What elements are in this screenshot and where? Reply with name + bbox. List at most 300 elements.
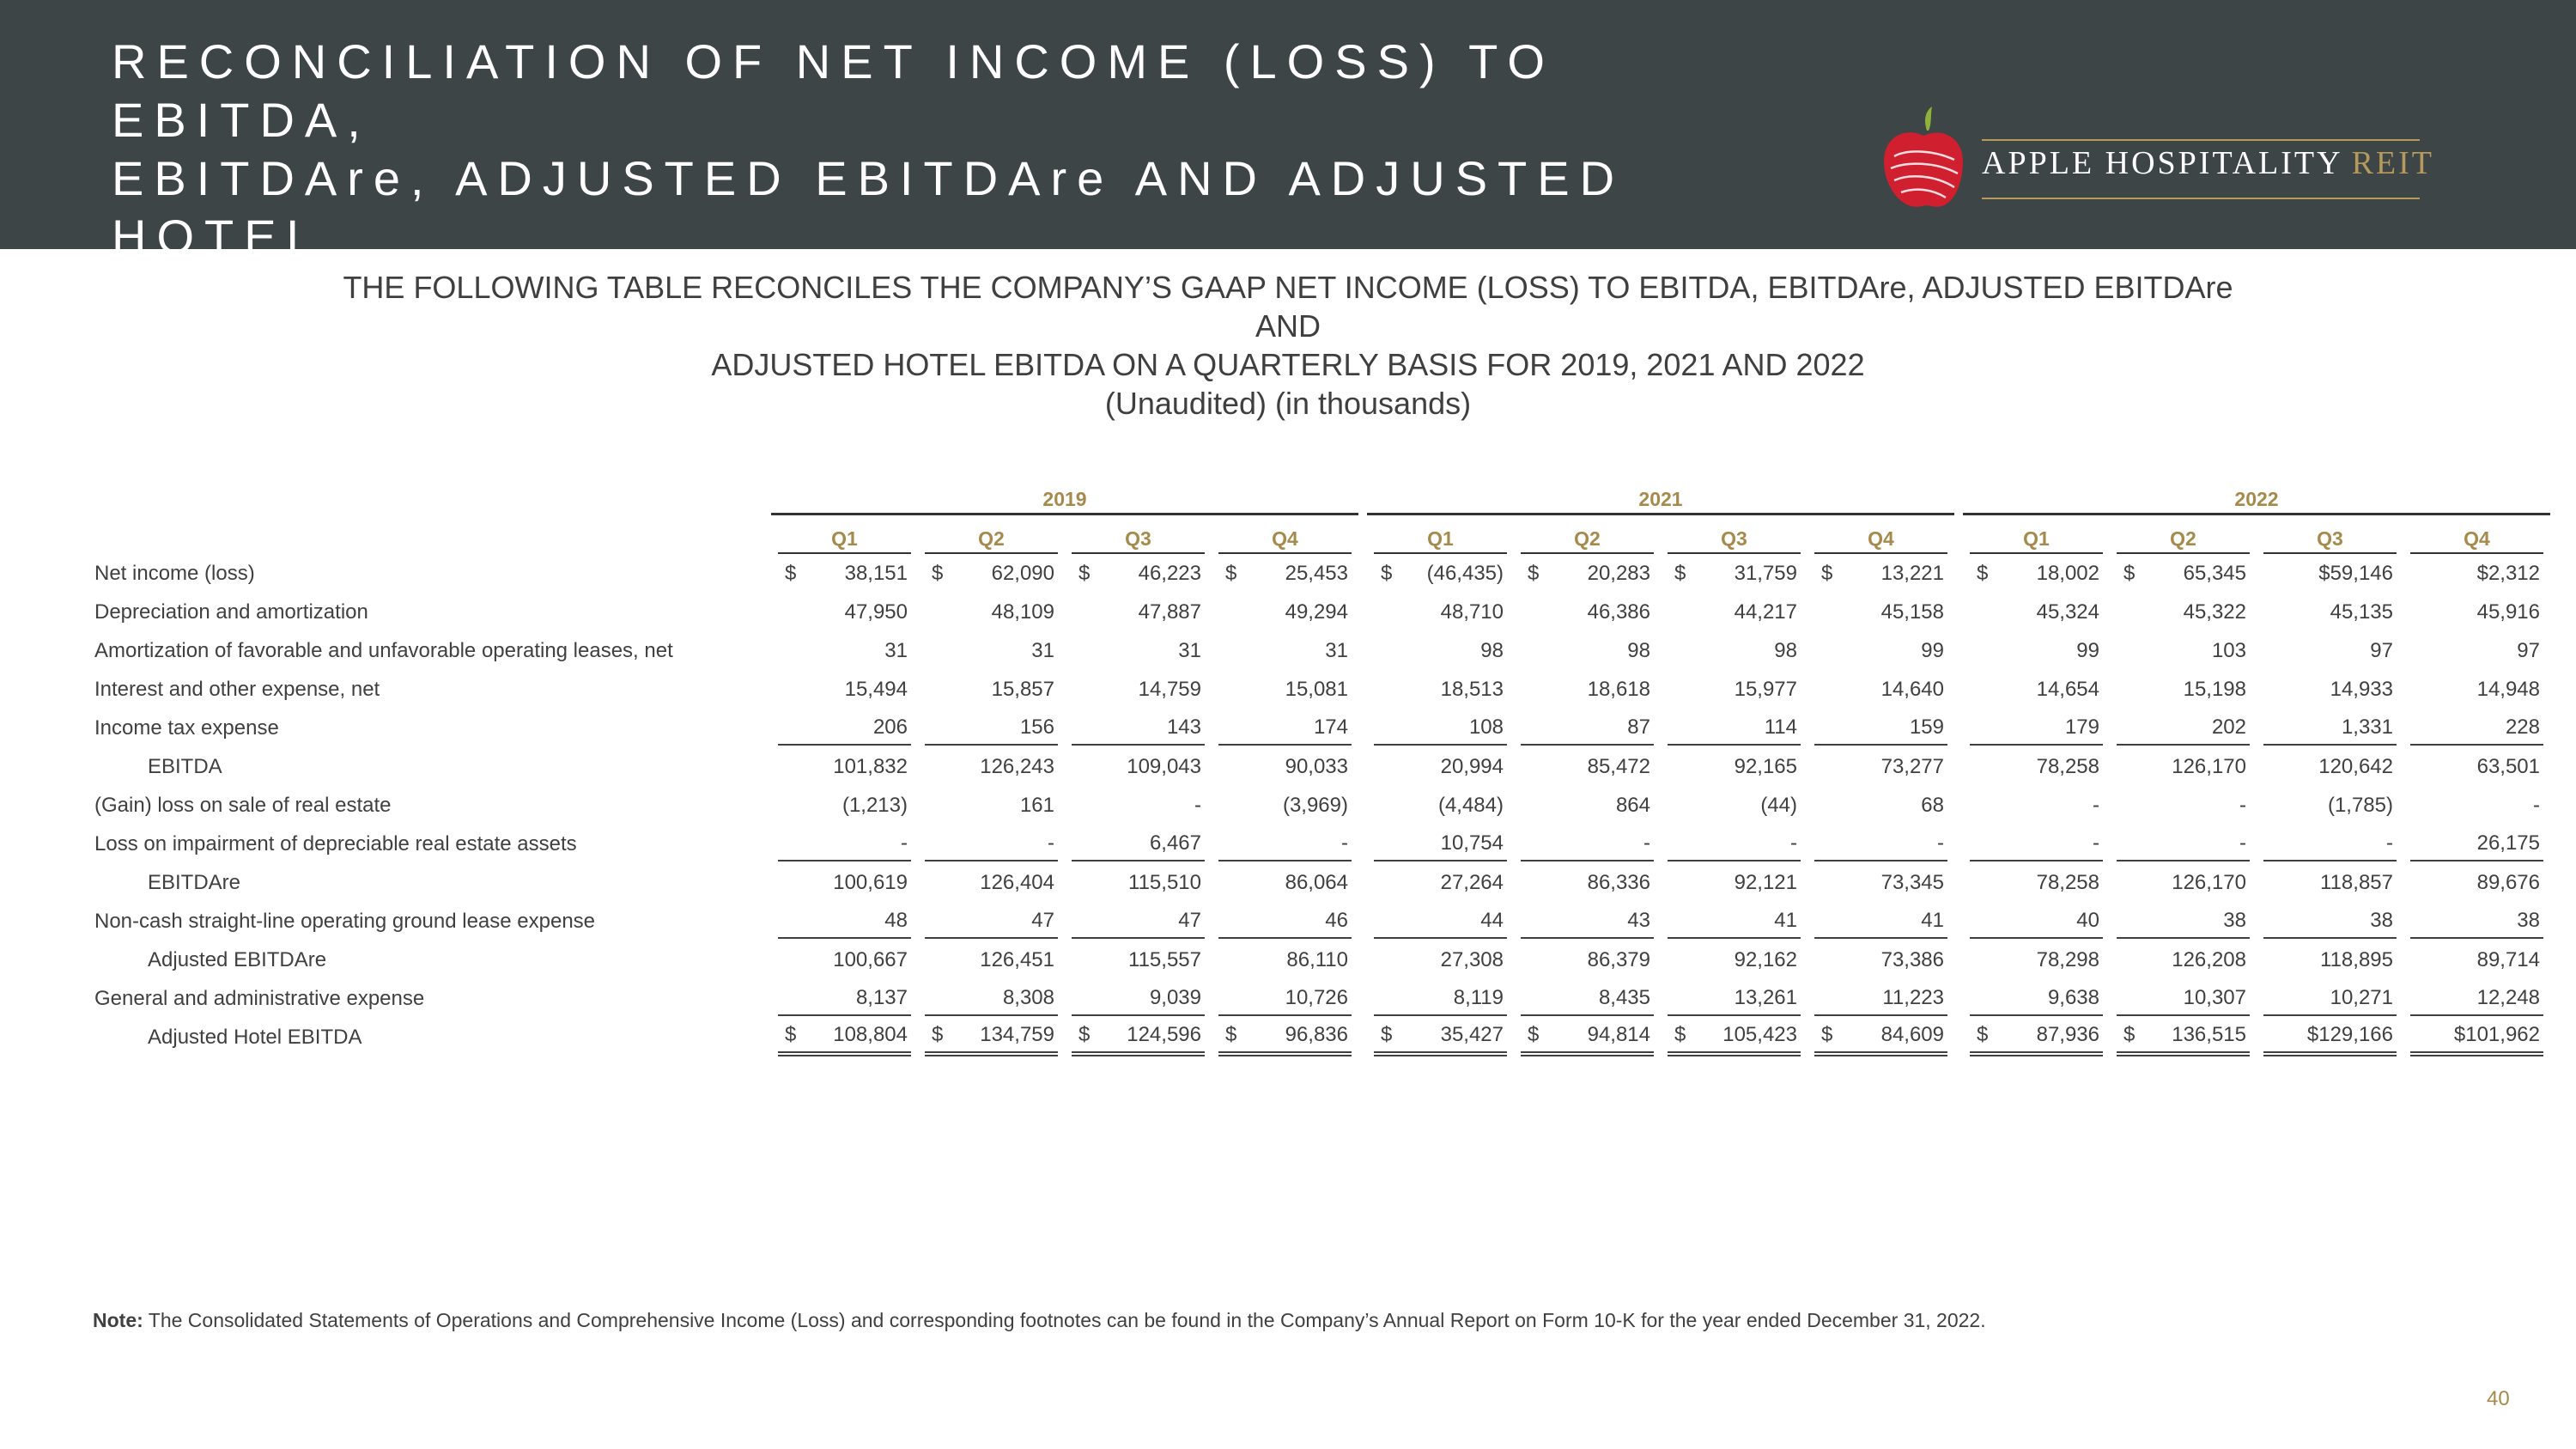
value-cell	[918, 747, 1065, 786]
value-cell	[1807, 786, 1954, 825]
cell-value: 136,515	[2172, 1022, 2246, 1046]
value-cell	[2403, 941, 2550, 979]
cell-value: 98	[1480, 638, 1504, 662]
value-cell	[2257, 979, 2403, 1018]
cell-value: 118,857	[2320, 870, 2393, 894]
value-cell	[2110, 825, 2257, 863]
value-cell	[1807, 554, 1954, 593]
value-cell	[1065, 825, 1212, 863]
table-row	[94, 670, 2550, 709]
value-cell	[2257, 902, 2403, 941]
table-row	[94, 902, 2550, 941]
value-cell	[771, 709, 918, 747]
value-cell	[918, 941, 1065, 979]
cell-value: 31	[1178, 638, 1201, 662]
value-cell	[2257, 941, 2403, 979]
value-cell	[1065, 786, 1212, 825]
value-cell	[1661, 979, 1807, 1018]
cell-value: -	[1643, 831, 1650, 855]
value-cell	[1661, 902, 1807, 941]
cell-value: 120,642	[2318, 754, 2393, 778]
value-cell	[918, 979, 1065, 1018]
value-cell	[1807, 863, 1954, 902]
value-cell	[1661, 825, 1807, 863]
cell-value: 156	[1019, 715, 1054, 739]
cell-value: 87	[1627, 715, 1650, 739]
title-line: RECONCILIATION OF NET INCOME (LOSS) TO EBITDA,	[112, 34, 1555, 147]
cell-value: 9,638	[2047, 985, 2099, 1009]
cell-value: 45,324	[2036, 600, 2099, 624]
cell-value: 84,609	[1880, 1022, 1944, 1046]
page-number: 40	[2487, 1387, 2510, 1410]
value-cell	[771, 786, 918, 825]
table-row	[94, 593, 2550, 631]
cell-value: $2,312	[2476, 561, 2540, 585]
value-cell	[1367, 979, 1514, 1018]
value-cell	[1661, 554, 1807, 593]
cell-value: 14,933	[2330, 677, 2393, 701]
cell-value: 8,119	[1453, 985, 1504, 1009]
currency-symbol: $	[1078, 1022, 1091, 1046]
subtitle-line: ADJUSTED HOTEL EBITDA ON A QUARTERLY BASIS FOR 2019, 2021 AND 2022	[711, 347, 1865, 382]
value-cell	[918, 863, 1065, 902]
currency-symbol: $	[932, 561, 944, 585]
value-cell	[1963, 979, 2110, 1018]
cell-value: 48	[884, 908, 908, 932]
value-cell	[1367, 593, 1514, 631]
cell-value: 143	[1166, 715, 1201, 739]
cell-value: (44)	[1760, 793, 1797, 817]
value-cell	[1514, 863, 1661, 902]
table-row	[94, 979, 2550, 1018]
cell-value: 1,331	[2341, 715, 2393, 739]
value-cell	[1065, 747, 1212, 786]
value-cell	[2257, 1018, 2403, 1056]
row-label: Non-cash straight-line operating ground lease expense	[94, 909, 596, 933]
title-line: EBITDAre, ADJUSTED EBITDAre AND ADJUSTED HOTEL	[112, 151, 1625, 264]
cell-value: 126,170	[2172, 870, 2246, 894]
value-cell	[1367, 670, 1514, 709]
value-cell	[918, 631, 1065, 670]
cell-value: 62,090	[991, 561, 1054, 585]
value-cell	[1367, 863, 1514, 902]
cell-value: 86,379	[1587, 947, 1650, 971]
currency-symbol: $	[2123, 561, 2136, 585]
value-cell	[1212, 631, 1358, 670]
cell-value: 14,640	[1880, 677, 1944, 701]
value-cell	[2110, 941, 2257, 979]
table-row	[94, 554, 2550, 593]
cell-value: 35,427	[1440, 1022, 1504, 1046]
note-text: The Consolidated Statements of Operations and Comprehensive Income (Loss) and corresponding footnotes can be found in the Company’s Annual Report on Form 10-K for the year ended December 31, 2022.	[148, 1309, 1986, 1331]
quarter-header-row	[94, 515, 2550, 554]
cell-value: 18,618	[1587, 677, 1650, 701]
cell-value: 100,619	[833, 870, 908, 894]
cell-value: 15,977	[1734, 677, 1797, 701]
cell-value: -	[2093, 793, 2099, 817]
value-cell	[2257, 593, 2403, 631]
value-cell	[1807, 631, 1954, 670]
row-label: Income tax expense	[94, 715, 279, 740]
value-cell	[1065, 593, 1212, 631]
value-cell	[2403, 902, 2550, 941]
cell-value: 13,261	[1734, 985, 1797, 1009]
value-cell	[1514, 941, 1661, 979]
value-cell	[2110, 747, 2257, 786]
value-cell	[771, 979, 918, 1018]
value-cell	[771, 1018, 918, 1056]
value-cell	[1514, 747, 1661, 786]
row-label: EBITDA	[148, 754, 222, 778]
cell-value: 105,423	[1722, 1022, 1797, 1046]
currency-symbol: $	[1225, 1022, 1237, 1046]
value-cell	[1065, 979, 1212, 1018]
cell-value: 27,264	[1440, 870, 1504, 894]
table-row	[94, 631, 2550, 670]
value-cell	[1514, 1018, 1661, 1056]
cell-value: 99	[1921, 638, 1944, 662]
value-cell	[1661, 786, 1807, 825]
row-label: Net income (loss)	[94, 561, 255, 585]
value-cell	[771, 554, 918, 593]
row-label: Depreciation and amortization	[94, 600, 368, 624]
value-cell	[1212, 593, 1358, 631]
value-cell	[1065, 1018, 1212, 1056]
cell-value: 31,759	[1734, 561, 1797, 585]
year-header-row	[94, 477, 2550, 515]
cell-value: 31	[1031, 638, 1054, 662]
cell-value: 10,307	[2183, 985, 2246, 1009]
value-cell	[2257, 825, 2403, 863]
label-column-spacer	[94, 515, 771, 554]
value-cell	[2110, 1018, 2257, 1056]
value-cell	[1807, 1018, 1954, 1056]
cell-value: 118,895	[2320, 947, 2393, 971]
cell-value: 8,137	[855, 985, 908, 1009]
value-cell	[1963, 902, 2110, 941]
quarter-header: Q3	[1661, 515, 1807, 554]
row-label: General and administrative expense	[94, 986, 425, 1010]
value-cell	[1963, 631, 2110, 670]
value-cell	[1963, 593, 2110, 631]
value-cell	[1963, 825, 2110, 863]
value-cell	[1367, 554, 1514, 593]
value-cell	[771, 825, 918, 863]
cell-value: (46,435)	[1426, 561, 1504, 585]
cell-value: 48,710	[1440, 600, 1504, 624]
currency-symbol: $	[2123, 1022, 2136, 1046]
value-cell	[2403, 825, 2550, 863]
value-cell	[2257, 554, 2403, 593]
value-cell	[1065, 863, 1212, 902]
cell-value: 8,308	[1002, 985, 1054, 1009]
value-cell	[1212, 902, 1358, 941]
cell-value: 10,754	[1440, 831, 1504, 855]
value-cell	[771, 631, 918, 670]
value-cell	[1963, 941, 2110, 979]
cell-value: 14,948	[2476, 677, 2540, 701]
quarter-header: Q2	[1514, 515, 1661, 554]
cell-value: 89,676	[2476, 870, 2540, 894]
value-cell	[1514, 709, 1661, 747]
value-cell	[1963, 670, 2110, 709]
footnote	[93, 1309, 1986, 1332]
table-row	[94, 825, 2550, 863]
cell-value: 161	[1019, 793, 1054, 817]
value-cell	[1514, 631, 1661, 670]
cell-value: 15,494	[844, 677, 908, 701]
row-label: Amortization of favorable and unfavorable operating leases, net	[94, 638, 673, 662]
value-cell	[2403, 554, 2550, 593]
subtitle-line: (Unaudited) (in thousands)	[1104, 386, 1472, 421]
value-cell	[1807, 902, 1954, 941]
title-line: EBITDA	[112, 268, 348, 322]
table-row	[94, 1018, 2550, 1056]
value-cell	[1514, 825, 1661, 863]
quarter-header: Q1	[1963, 515, 2110, 554]
cell-value: 99	[2076, 638, 2099, 662]
cell-value: 41	[1774, 908, 1797, 932]
cell-value: 92,165	[1734, 754, 1797, 778]
cell-value: 108	[1468, 715, 1504, 739]
value-cell	[2110, 593, 2257, 631]
cell-value: -	[2239, 793, 2246, 817]
cell-value: 45,322	[2183, 600, 2246, 624]
logo-reit-text: REIT	[2351, 145, 2435, 181]
row-label: Loss on impairment of depreciable real estate assets	[94, 831, 577, 855]
table-row	[94, 863, 2550, 902]
value-cell	[1212, 670, 1358, 709]
cell-value: 174	[1313, 715, 1348, 739]
value-cell	[2110, 863, 2257, 902]
cell-value: 38	[2517, 908, 2540, 932]
value-cell	[1661, 1018, 1807, 1056]
cell-value: 18,002	[2036, 561, 2099, 585]
cell-value: 86,110	[1286, 947, 1348, 971]
value-cell	[2110, 631, 2257, 670]
row-label: Adjusted Hotel EBITDA	[148, 1025, 362, 1049]
value-cell	[1065, 941, 1212, 979]
value-cell	[1065, 902, 1212, 941]
currency-symbol: $	[1381, 561, 1393, 585]
value-cell	[1807, 593, 1954, 631]
cell-value: 126,170	[2172, 754, 2246, 778]
currency-symbol: $	[932, 1022, 944, 1046]
row-label: EBITDAre	[148, 870, 241, 894]
quarter-header: Q2	[918, 515, 1065, 554]
cell-value: -	[2093, 831, 2099, 855]
cell-value: 6,467	[1149, 831, 1201, 855]
cell-value: 92,121	[1734, 870, 1797, 894]
quarter-header: Q3	[1065, 515, 1212, 554]
cell-value: 47	[1031, 908, 1054, 932]
cell-value: 97	[2517, 638, 2540, 662]
value-cell	[2110, 554, 2257, 593]
cell-value: 38	[2223, 908, 2246, 932]
cell-value: -	[1790, 831, 1797, 855]
cell-value: 41	[1921, 908, 1944, 932]
currency-symbol: $	[1381, 1022, 1393, 1046]
value-cell	[2403, 747, 2550, 786]
cell-value: 46,386	[1587, 600, 1650, 624]
subtitle-line: THE FOLLOWING TABLE RECONCILES THE COMPANY’S GAAP NET INCOME (LOSS) TO EBITDA, EBITDAre, ADJUSTED EBITDAre	[343, 270, 2233, 305]
row-label: Interest and other expense, net	[94, 677, 380, 701]
row-label: Adjusted EBITDAre	[148, 947, 327, 971]
currency-symbol: $	[1977, 561, 1989, 585]
cell-value: 12,248	[2476, 985, 2540, 1009]
value-cell	[2257, 631, 2403, 670]
cell-value: 20,994	[1440, 754, 1504, 778]
cell-value: 47,950	[844, 600, 908, 624]
apple-logo-icon	[1880, 105, 1966, 215]
value-cell	[2403, 979, 2550, 1018]
cell-value: 40	[2076, 908, 2099, 932]
value-cell	[1807, 825, 1954, 863]
quarter-header: Q4	[1212, 515, 1358, 554]
value-cell	[2110, 709, 2257, 747]
cell-value: 8,435	[1598, 985, 1650, 1009]
cell-value: 15,857	[991, 677, 1054, 701]
value-cell	[1661, 747, 1807, 786]
cell-value: 47,887	[1138, 600, 1201, 624]
cell-value: 68	[1921, 793, 1944, 817]
cell-value: 98	[1627, 638, 1650, 662]
value-cell	[1212, 979, 1358, 1018]
value-cell	[2257, 863, 2403, 902]
cell-value: 10,271	[2330, 985, 2393, 1009]
cell-value: 101,832	[833, 754, 908, 778]
value-cell	[918, 786, 1065, 825]
cell-value: -	[1048, 831, 1054, 855]
year-header-2019: 2019	[771, 477, 1358, 515]
table-row	[94, 709, 2550, 747]
cell-value: (4,484)	[1437, 793, 1504, 817]
table-row	[94, 747, 2550, 786]
value-cell	[1514, 554, 1661, 593]
value-cell	[918, 709, 1065, 747]
cell-value: 48,109	[991, 600, 1054, 624]
cell-value: 9,039	[1149, 985, 1201, 1009]
value-cell	[1514, 593, 1661, 631]
value-cell	[1367, 825, 1514, 863]
logo-wordmark	[1982, 144, 2434, 182]
cell-value: 109,043	[1127, 754, 1201, 778]
cell-value: $59,146	[2318, 561, 2393, 585]
value-cell	[1212, 863, 1358, 902]
value-cell	[1212, 747, 1358, 786]
value-cell	[771, 747, 918, 786]
cell-value: 86,336	[1587, 870, 1650, 894]
quarter-header: Q1	[771, 515, 918, 554]
cell-value: -	[2239, 831, 2246, 855]
cell-value: 86,064	[1285, 870, 1348, 894]
label-column-header	[94, 477, 771, 515]
reconciliation-table	[94, 477, 2550, 1056]
value-cell	[2257, 747, 2403, 786]
cell-value: 38,151	[844, 561, 908, 585]
cell-value: -	[901, 831, 908, 855]
value-cell	[1367, 1018, 1514, 1056]
value-cell	[771, 863, 918, 902]
value-cell	[2110, 670, 2257, 709]
currency-symbol: $	[1674, 1022, 1686, 1046]
value-cell	[1661, 631, 1807, 670]
value-cell	[1514, 670, 1661, 709]
cell-value: 115,510	[1128, 870, 1201, 894]
value-cell	[1065, 631, 1212, 670]
year-header-2022: 2022	[1963, 477, 2550, 515]
cell-value: 46	[1325, 908, 1348, 932]
value-cell	[1661, 709, 1807, 747]
cell-value: 31	[884, 638, 908, 662]
value-cell	[1807, 709, 1954, 747]
value-cell	[1367, 941, 1514, 979]
cell-value: 126,208	[2172, 947, 2246, 971]
value-cell	[1514, 902, 1661, 941]
cell-value: 49,294	[1285, 600, 1348, 624]
cell-value: -	[2533, 793, 2540, 817]
value-cell	[918, 554, 1065, 593]
value-cell	[2403, 709, 2550, 747]
value-cell	[1065, 709, 1212, 747]
cell-value: 96,836	[1285, 1022, 1348, 1046]
cell-value: 126,243	[980, 754, 1054, 778]
cell-value: 13,221	[1880, 561, 1944, 585]
value-cell	[1963, 786, 2110, 825]
cell-value: -	[1937, 831, 1944, 855]
cell-value: 103	[2211, 638, 2246, 662]
value-cell	[2403, 863, 2550, 902]
value-cell	[2257, 670, 2403, 709]
currency-symbol: $	[1821, 561, 1833, 585]
cell-value: 87,936	[2036, 1022, 2099, 1046]
value-cell	[1963, 554, 2110, 593]
value-cell	[1963, 1018, 2110, 1056]
cell-value: 108,804	[833, 1022, 908, 1046]
year-header-2021: 2021	[1367, 477, 1954, 515]
quarter-header: Q3	[2257, 515, 2403, 554]
cell-value: 202	[2211, 715, 2246, 739]
cell-value: -	[2386, 831, 2393, 855]
currency-symbol: $	[1225, 561, 1237, 585]
table-subtitle	[0, 268, 2576, 423]
currency-symbol: $	[1528, 561, 1540, 585]
logo-rule-bottom	[1982, 198, 2420, 199]
table-row	[94, 786, 2550, 825]
value-cell	[1963, 863, 2110, 902]
cell-value: 11,223	[1882, 985, 1944, 1009]
cell-value: 78,298	[2036, 947, 2099, 971]
cell-value: (3,969)	[1282, 793, 1348, 817]
cell-value: 100,667	[833, 947, 908, 971]
logo-brand-text: APPLE HOSPITALITY	[1982, 145, 2343, 181]
cell-value: 15,198	[2183, 677, 2246, 701]
cell-value: 43	[1627, 908, 1650, 932]
value-cell	[1807, 670, 1954, 709]
value-cell	[1367, 709, 1514, 747]
currency-symbol: $	[1977, 1022, 1989, 1046]
value-cell	[918, 1018, 1065, 1056]
cell-value: 73,345	[1880, 870, 1944, 894]
value-cell	[1963, 747, 2110, 786]
cell-value: (1,785)	[2327, 793, 2393, 817]
logo-rule-top	[1982, 139, 2420, 141]
value-cell	[1514, 979, 1661, 1018]
cell-value: 78,258	[2036, 754, 2099, 778]
cell-value: 73,386	[1880, 947, 1944, 971]
value-cell	[1661, 670, 1807, 709]
quarter-header: Q2	[2110, 515, 2257, 554]
